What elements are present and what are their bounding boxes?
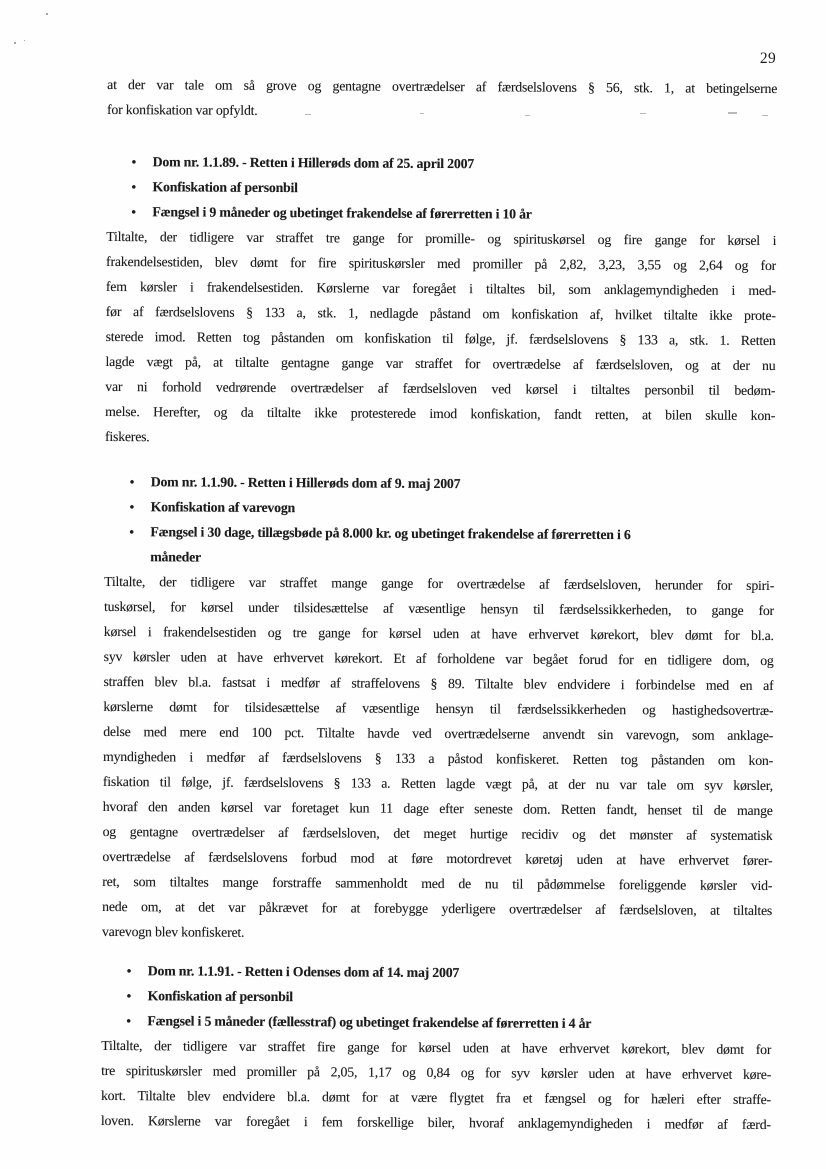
- text-line: Fængsel i 5 måneder (fællesstraf) og ubetinget frakendelse af førerretten i 4 år: [147, 1013, 592, 1031]
- text-line: og gentagne overtrædelser af færdselsloven, det meget hurtige recidiv og det mønster af systematisk: [102, 823, 773, 844]
- text-line: syv kørsler uden at have erhvervet kørekort. Et af forholdene var begået forud for en tidligere dom, og: [103, 648, 774, 669]
- text-line: frakendelsestiden, blev dømt for fire spirituskørsler med promiller på 2,82, 3,23, 3,55 og 2,64 og for: [106, 253, 777, 274]
- text-line: Tiltalte, der tidligere var straffet fire gange for kørsel uden at have erhvervet kørekort, blev dømt for: [101, 1037, 772, 1058]
- case-section-dom-1-1-90: [102, 469, 775, 948]
- bullet-icon: •: [126, 988, 132, 1004]
- text-line: ret, som tiltaltes mange forstraffe sammenholdt med de nu til pådømmelse foreliggende kørsler vid-: [102, 873, 773, 894]
- bullet-icon: •: [129, 474, 135, 490]
- case-body-paragraph: [105, 224, 776, 453]
- scan-artifact: [46, 13, 48, 15]
- text-line: sterede imod. Retten tog påstanden om konfiskation til følge, jf. færdselslovens § 133 a, stk. 1. Retten: [105, 328, 776, 349]
- bullet-icon: •: [129, 499, 135, 515]
- bullet-item: [106, 199, 776, 228]
- text-line: loven. Kørslerne var foregået i fem forskellige biler, hvoraf anklagemyndigheden i medfør af færd-: [100, 1112, 771, 1133]
- scan-artifact: [14, 42, 16, 44]
- text-line: overtrædelse af færdselslovens forbud mod at føre motordrevet køretøj uden at have erhvervet fører-: [102, 848, 773, 869]
- text-line: måneder: [150, 549, 202, 565]
- text-line: at der var tale om så grove og gentagne overtrædelser af færdselslovens § 56, stk. 1, at betingelserne: [107, 76, 778, 97]
- bullet-icon: •: [131, 204, 137, 220]
- text-line: Dom nr. 1.1.89. - Retten i Hillerøds dom af 25. april 2007: [152, 154, 475, 172]
- bullet-list: [104, 469, 775, 573]
- bullet-item: [101, 1008, 771, 1037]
- text-line: for konfiskation var opfyldt.: [106, 101, 258, 118]
- text-line: kørslerne dømt for tilsidesættelse af væsentlige hensyn til færdselssikkerheden og hastighedsovertræ-: [103, 698, 774, 719]
- intro-paragraph: [107, 72, 777, 126]
- text-line: lagde vægt på, at tiltalte gentagne gange var straffet for overtrædelse af færdselsloven, og at der nu: [105, 353, 776, 374]
- bullet-icon: •: [131, 179, 137, 195]
- text-line: Tiltalte, der tidligere var straffet mange gange for overtrædelse af færdselsloven, herunder for spiri-: [104, 573, 775, 594]
- case-section-dom-1-1-91: [101, 958, 772, 1137]
- text-line: fem kørsler i frakendelsestiden. Kørslerne var foregået i tiltaltes bil, som anklagemyndigheden i med-: [105, 278, 776, 299]
- text-line: hvoraf den anden kørsel var foretaget kun 11 dage efter seneste dom. Retten fandt, henset til de mange: [102, 798, 773, 819]
- text-line: Tiltalte, der tidligere var straffet tre gange for promille- og spirituskørsel og fire gange for kørsel i: [106, 228, 777, 249]
- text-line: Konfiskation af personbil: [152, 179, 298, 196]
- text-line: varevogn blev konfiskeret.: [101, 923, 245, 940]
- bullet-icon: •: [131, 154, 137, 170]
- case-body-paragraph: [101, 1033, 772, 1137]
- text-line: Fængsel i 9 måneder og ubetinget frakendelse af førerretten i 10 år: [152, 204, 532, 222]
- text-line: myndigheden i medfør af færdselslovens § 133 a påstod konfiskeret. Retten tog påstanden om kon-: [103, 748, 774, 769]
- text-line: fiskeres.: [104, 428, 150, 445]
- page-content: [101, 72, 777, 1137]
- text-line: melse. Herefter, og da tiltalte ikke protesterede imod konfiskation, fandt retten, at bilen skulle kon-: [105, 403, 776, 424]
- bullet-icon: •: [129, 524, 135, 540]
- page-number: 29: [759, 50, 776, 67]
- bullet-icon: •: [126, 963, 132, 979]
- text-line: tuskørsel, for kørsel under tilsidesættelse af væsentlige hensyn til færdselssikkerheden, to gange for: [103, 598, 775, 619]
- text-line: Dom nr. 1.1.91. - Retten i Odenses dom af 14. maj 2007: [147, 963, 460, 981]
- bullet-list: [101, 958, 771, 1037]
- text-line: fiskation til følge, jf. færdselslovens § 133 a. Retten lagde vægt på, at der nu var tale om syv kørsler,: [102, 773, 773, 794]
- text-line: tre spirituskørsler med promiller på 2,05, 1,17 og 0,84 og for syv kørsler uden at have erhvervet køre-: [101, 1062, 772, 1083]
- bullet-icon: •: [126, 1013, 132, 1029]
- text-line: kort. Tiltalte blev endvidere bl.a. dømt for at være flygtet fra et fængsel og for hæleri efter straffe-: [100, 1087, 772, 1108]
- text-line: kørsel i frakendelsestiden og tre gange for kørsel uden at have erhvervet kørekort, blev dømt for bl.a.: [103, 623, 774, 644]
- text-line: før af færdselslovens § 133 a, stk. 1, nedlagde påstand om konfiskation af, hvilket tiltalte ikke prote-: [105, 303, 776, 324]
- case-body-paragraph: [102, 569, 774, 948]
- case-section-dom-1-1-89: [105, 149, 777, 453]
- text-line: delse med mere end 100 pct. Tiltalte havde ved overtrædelserne anvendt sin varevogn, som anklage-: [103, 723, 774, 744]
- text-line: Dom nr. 1.1.90. - Retten i Hillerøds dom af 9. maj 2007: [150, 474, 461, 492]
- text-line: nede om, at det var påkrævet for at forebygge yderligere overtrædelser af færdselsloven, at tiltaltes: [102, 898, 773, 919]
- text-line: Fængsel i 30 dage, tillægsbøde på 8.000 kr. og ubetinget frakendelse af førerretten i 6: [150, 524, 631, 543]
- text-line: Konfiskation af varevogn: [150, 499, 296, 516]
- bullet-list: [106, 149, 776, 228]
- text-line: var ni forhold vedrørende overtrædelser af færdselsloven ved kørsel i tiltaltes personbil til bedøm-: [105, 378, 776, 399]
- scan-artifact: [24, 40, 25, 41]
- bullet-item: [104, 519, 774, 573]
- text-line: straffen blev bl.a. fastsat i medfør af straffelovens § 89. Tiltalte blev endvidere i forbindelse med en af: [103, 673, 774, 694]
- text-line: Konfiskation af personbil: [147, 988, 293, 1005]
